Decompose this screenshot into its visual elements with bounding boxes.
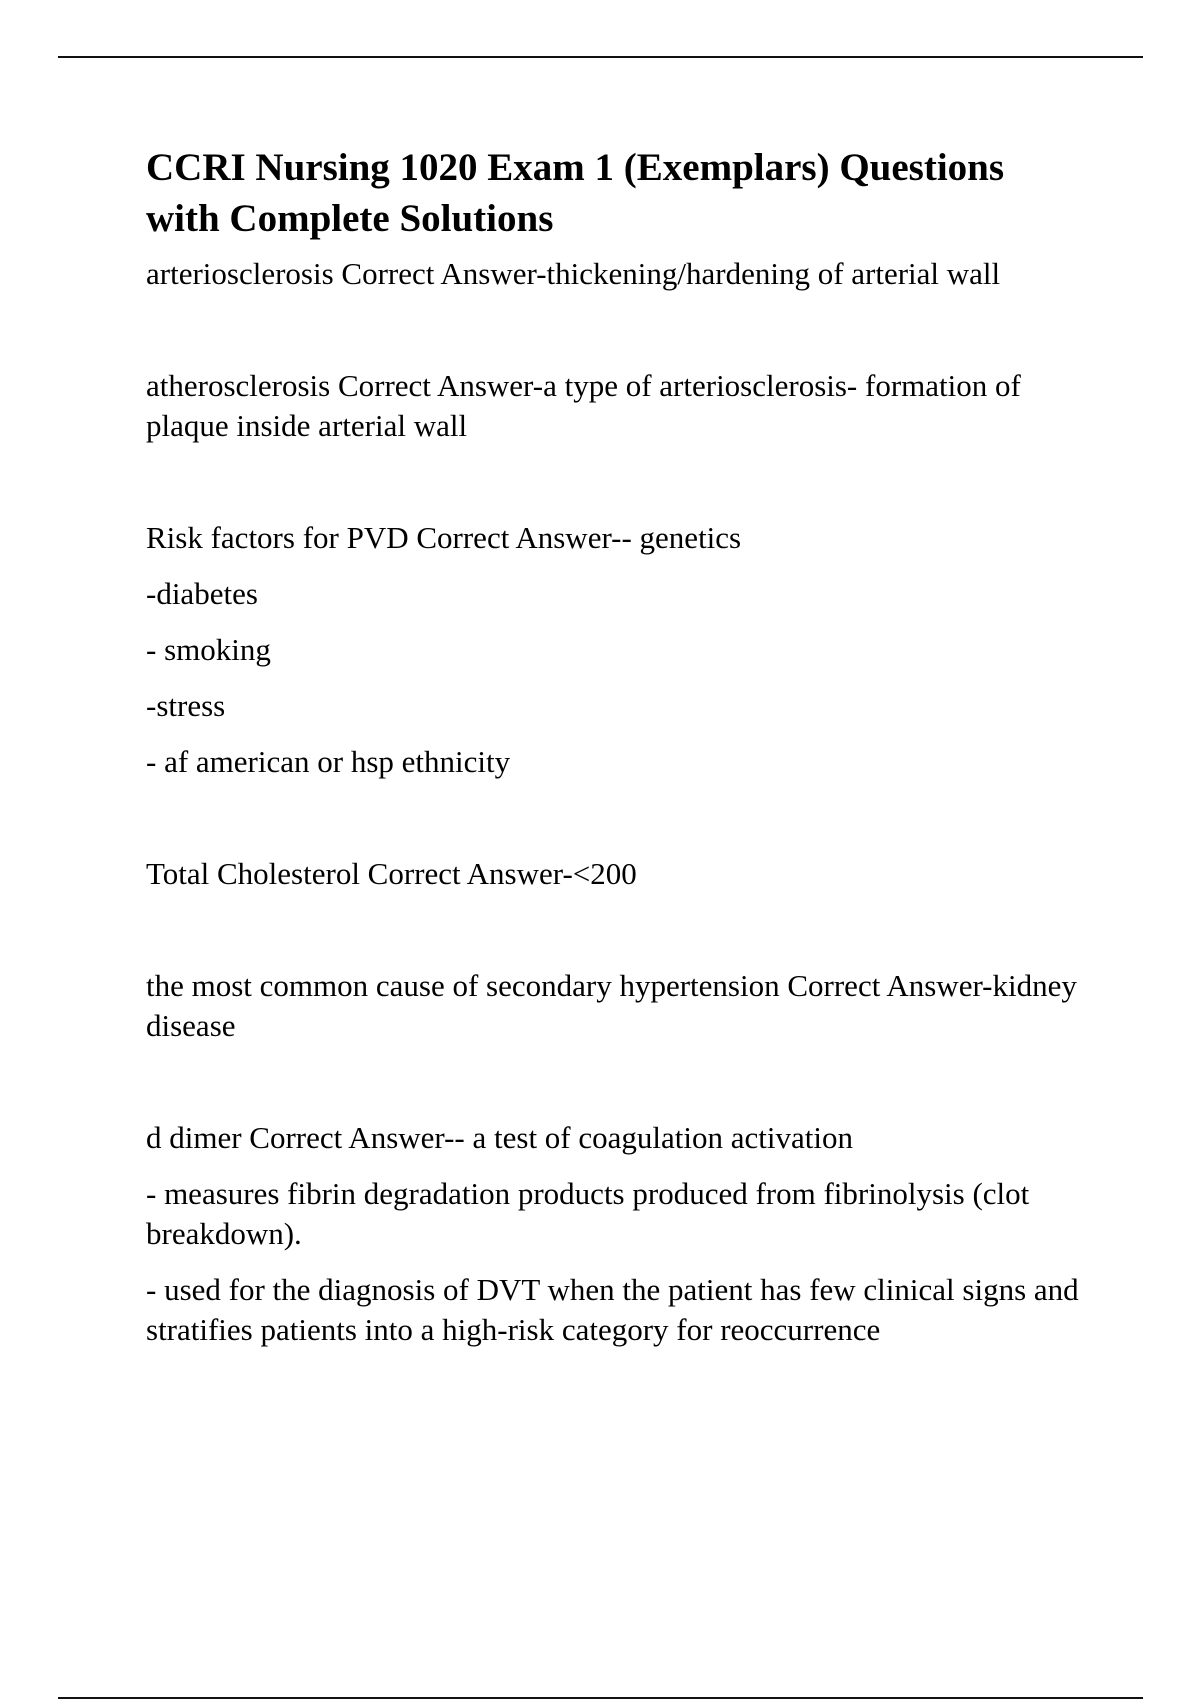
- qa-line: - af american or hsp ethnicity: [146, 744, 511, 779]
- document-body: [146, 142, 1086, 1350]
- qa-entry-atherosclerosis: atherosclerosis Correct Answer-a type of arteriosclerosis- formation of plaque inside arterial wall: [146, 368, 1021, 443]
- top-divider: [58, 56, 1143, 58]
- qa-line: - smoking: [146, 632, 271, 667]
- qa-entry-d-dimer: [146, 1118, 1086, 1350]
- qa-entry-secondary-hypertension: the most common cause of secondary hypertension Correct Answer-kidney disease: [146, 968, 1077, 1043]
- qa-line: d dimer Correct Answer-- a test of coagulation activation: [146, 1120, 853, 1155]
- qa-line: -diabetes: [146, 576, 258, 611]
- qa-line: - used for the diagnosis of DVT when the patient has few clinical signs and stratifies patients into a high-risk category for reoccurrence: [146, 1272, 1079, 1347]
- qa-entry-pvd-risk-factors: [146, 518, 1086, 782]
- qa-line: -stress: [146, 688, 226, 723]
- qa-line: - measures fibrin degradation products produced from fibrinolysis (clot breakdown).: [146, 1176, 1030, 1251]
- qa-line: Risk factors for PVD Correct Answer-- genetics: [146, 520, 742, 555]
- qa-entry-total-cholesterol: Total Cholesterol Correct Answer-<200: [146, 856, 637, 891]
- bottom-divider: [58, 1697, 1143, 1699]
- qa-entry-arteriosclerosis: arteriosclerosis Correct Answer-thickening/hardening of arterial wall: [146, 256, 1001, 291]
- document-title: CCRI Nursing 1020 Exam 1 (Exemplars) Questions with Complete Solutions: [146, 146, 1005, 240]
